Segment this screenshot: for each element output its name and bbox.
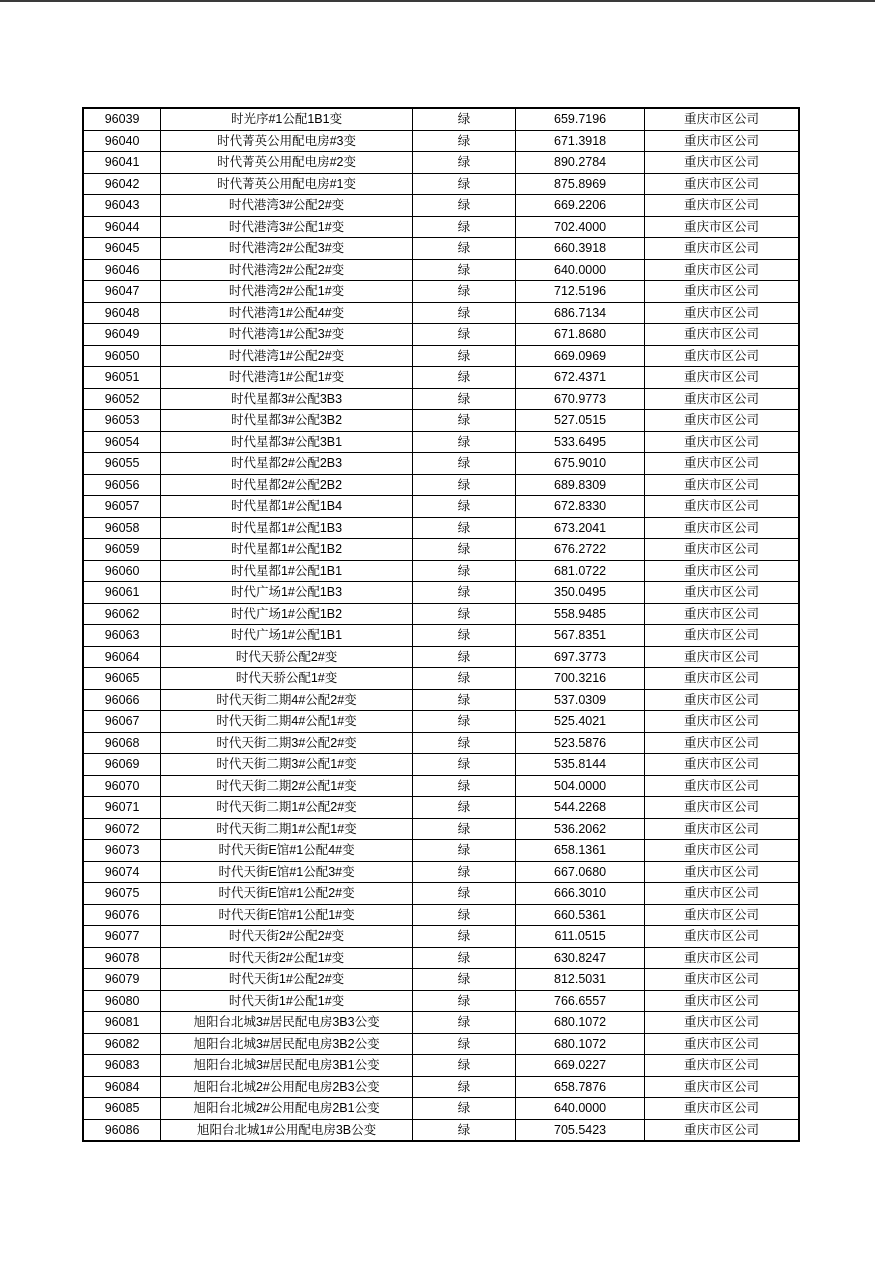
cell-name: 时代天街二期4#公配1#变 [161, 711, 413, 733]
cell-company: 重庆市区公司 [645, 173, 799, 195]
table-row [83, 152, 799, 174]
cell-id: 96074 [83, 861, 161, 883]
cell-company: 重庆市区公司 [645, 453, 799, 475]
cell-company: 重庆市区公司 [645, 431, 799, 453]
table-row [83, 173, 799, 195]
cell-id: 96049 [83, 324, 161, 346]
cell-id: 96070 [83, 775, 161, 797]
cell-value: 697.3773 [516, 646, 645, 668]
table-row [83, 711, 799, 733]
cell-id: 96069 [83, 754, 161, 776]
cell-value: 681.0722 [516, 560, 645, 582]
cell-company: 重庆市区公司 [645, 969, 799, 991]
cell-company: 重庆市区公司 [645, 130, 799, 152]
table-row [83, 130, 799, 152]
cell-value: 558.9485 [516, 603, 645, 625]
cell-company: 重庆市区公司 [645, 711, 799, 733]
table-row [83, 990, 799, 1012]
cell-name: 时代天街二期2#公配1#变 [161, 775, 413, 797]
cell-id: 96044 [83, 216, 161, 238]
cell-status: 绿 [412, 1098, 515, 1120]
cell-company: 重庆市区公司 [645, 517, 799, 539]
cell-name: 时代港湾1#公配4#变 [161, 302, 413, 324]
cell-name: 时代天街E馆#1公配3#变 [161, 861, 413, 883]
cell-name: 时代天街二期3#公配2#变 [161, 732, 413, 754]
table-row [83, 345, 799, 367]
table-row [83, 646, 799, 668]
table-row [83, 1033, 799, 1055]
cell-status: 绿 [412, 969, 515, 991]
cell-id: 96086 [83, 1119, 161, 1141]
cell-company: 重庆市区公司 [645, 281, 799, 303]
table-row [83, 754, 799, 776]
cell-value: 659.7196 [516, 108, 645, 130]
cell-value: 669.0227 [516, 1055, 645, 1077]
cell-status: 绿 [412, 410, 515, 432]
cell-name: 时代天街二期3#公配1#变 [161, 754, 413, 776]
cell-value: 890.2784 [516, 152, 645, 174]
cell-id: 96071 [83, 797, 161, 819]
cell-status: 绿 [412, 152, 515, 174]
cell-value: 700.3216 [516, 668, 645, 690]
cell-company: 重庆市区公司 [645, 883, 799, 905]
cell-id: 96066 [83, 689, 161, 711]
cell-status: 绿 [412, 130, 515, 152]
cell-company: 重庆市区公司 [645, 990, 799, 1012]
cell-id: 96079 [83, 969, 161, 991]
cell-status: 绿 [412, 367, 515, 389]
cell-company: 重庆市区公司 [645, 1055, 799, 1077]
cell-value: 680.1072 [516, 1033, 645, 1055]
cell-status: 绿 [412, 1119, 515, 1141]
cell-status: 绿 [412, 603, 515, 625]
scan-edge-top [0, 0, 875, 2]
cell-name: 时代港湾2#公配1#变 [161, 281, 413, 303]
cell-name: 时代天街E馆#1公配1#变 [161, 904, 413, 926]
cell-name: 时代菁英公用配电房#3变 [161, 130, 413, 152]
cell-company: 重庆市区公司 [645, 926, 799, 948]
table-row [83, 1012, 799, 1034]
cell-name: 时代星都2#公配2B2 [161, 474, 413, 496]
cell-company: 重庆市区公司 [645, 904, 799, 926]
table-row [83, 1119, 799, 1141]
cell-name: 时代星都3#公配3B2 [161, 410, 413, 432]
table-row [83, 216, 799, 238]
cell-id: 96055 [83, 453, 161, 475]
cell-name: 旭阳台北城3#居民配电房3B2公变 [161, 1033, 413, 1055]
cell-value: 686.7134 [516, 302, 645, 324]
cell-value: 670.9773 [516, 388, 645, 410]
table-row [83, 625, 799, 647]
cell-status: 绿 [412, 345, 515, 367]
cell-company: 重庆市区公司 [645, 689, 799, 711]
cell-status: 绿 [412, 388, 515, 410]
cell-name: 旭阳台北城1#公用配电房3B公变 [161, 1119, 413, 1141]
cell-id: 96073 [83, 840, 161, 862]
cell-status: 绿 [412, 904, 515, 926]
cell-value: 640.0000 [516, 1098, 645, 1120]
cell-status: 绿 [412, 926, 515, 948]
cell-id: 96052 [83, 388, 161, 410]
cell-value: 672.8330 [516, 496, 645, 518]
cell-company: 重庆市区公司 [645, 302, 799, 324]
cell-status: 绿 [412, 108, 515, 130]
cell-value: 535.8144 [516, 754, 645, 776]
cell-status: 绿 [412, 818, 515, 840]
cell-id: 96080 [83, 990, 161, 1012]
cell-name: 时代港湾1#公配3#变 [161, 324, 413, 346]
cell-name: 时代天骄公配2#变 [161, 646, 413, 668]
cell-value: 673.2041 [516, 517, 645, 539]
table-body [83, 108, 799, 1141]
cell-name: 时代天街1#公配2#变 [161, 969, 413, 991]
cell-status: 绿 [412, 496, 515, 518]
cell-name: 时代港湾2#公配2#变 [161, 259, 413, 281]
cell-id: 96047 [83, 281, 161, 303]
cell-name: 时代天街二期4#公配2#变 [161, 689, 413, 711]
cell-value: 611.0515 [516, 926, 645, 948]
cell-status: 绿 [412, 1033, 515, 1055]
table-row [83, 904, 799, 926]
cell-value: 537.0309 [516, 689, 645, 711]
cell-status: 绿 [412, 216, 515, 238]
cell-status: 绿 [412, 990, 515, 1012]
cell-value: 672.4371 [516, 367, 645, 389]
cell-status: 绿 [412, 797, 515, 819]
cell-status: 绿 [412, 754, 515, 776]
cell-id: 96043 [83, 195, 161, 217]
cell-id: 96085 [83, 1098, 161, 1120]
cell-id: 96060 [83, 560, 161, 582]
table-row [83, 582, 799, 604]
table-row [83, 861, 799, 883]
table-row [83, 281, 799, 303]
cell-company: 重庆市区公司 [645, 152, 799, 174]
cell-name: 时代天街E馆#1公配4#变 [161, 840, 413, 862]
table-row [83, 195, 799, 217]
cell-id: 96082 [83, 1033, 161, 1055]
cell-status: 绿 [412, 453, 515, 475]
cell-id: 96063 [83, 625, 161, 647]
cell-name: 时代天街2#公配2#变 [161, 926, 413, 948]
table-row [83, 947, 799, 969]
cell-value: 544.2268 [516, 797, 645, 819]
cell-status: 绿 [412, 238, 515, 260]
cell-value: 666.3010 [516, 883, 645, 905]
table-row [83, 668, 799, 690]
cell-id: 96056 [83, 474, 161, 496]
cell-name: 时代星都3#公配3B1 [161, 431, 413, 453]
cell-company: 重庆市区公司 [645, 754, 799, 776]
cell-status: 绿 [412, 259, 515, 281]
cell-value: 680.1072 [516, 1012, 645, 1034]
cell-company: 重庆市区公司 [645, 603, 799, 625]
cell-company: 重庆市区公司 [645, 216, 799, 238]
table-row [83, 108, 799, 130]
table-row [83, 1055, 799, 1077]
cell-status: 绿 [412, 625, 515, 647]
table-row [83, 496, 799, 518]
table-row [83, 431, 799, 453]
cell-id: 96042 [83, 173, 161, 195]
cell-value: 766.6557 [516, 990, 645, 1012]
table-row [83, 732, 799, 754]
cell-id: 96061 [83, 582, 161, 604]
cell-id: 96064 [83, 646, 161, 668]
cell-company: 重庆市区公司 [645, 560, 799, 582]
cell-id: 96076 [83, 904, 161, 926]
cell-id: 96057 [83, 496, 161, 518]
cell-status: 绿 [412, 539, 515, 561]
cell-status: 绿 [412, 711, 515, 733]
cell-company: 重庆市区公司 [645, 108, 799, 130]
cell-status: 绿 [412, 582, 515, 604]
table-row [83, 259, 799, 281]
cell-company: 重庆市区公司 [645, 1076, 799, 1098]
cell-name: 时代星都1#公配1B4 [161, 496, 413, 518]
cell-id: 96040 [83, 130, 161, 152]
table-row [83, 410, 799, 432]
cell-status: 绿 [412, 840, 515, 862]
cell-name: 时光序#1公配1B1变 [161, 108, 413, 130]
cell-value: 702.4000 [516, 216, 645, 238]
cell-company: 重庆市区公司 [645, 496, 799, 518]
cell-company: 重庆市区公司 [645, 367, 799, 389]
cell-status: 绿 [412, 668, 515, 690]
cell-status: 绿 [412, 732, 515, 754]
cell-status: 绿 [412, 431, 515, 453]
cell-name: 时代星都1#公配1B3 [161, 517, 413, 539]
cell-name: 旭阳台北城3#居民配电房3B1公变 [161, 1055, 413, 1077]
table-row [83, 818, 799, 840]
cell-name: 时代天街1#公配1#变 [161, 990, 413, 1012]
table-row [83, 1076, 799, 1098]
cell-id: 96084 [83, 1076, 161, 1098]
table-row [83, 453, 799, 475]
cell-id: 96046 [83, 259, 161, 281]
cell-id: 96058 [83, 517, 161, 539]
cell-company: 重庆市区公司 [645, 474, 799, 496]
cell-name: 时代星都3#公配3B3 [161, 388, 413, 410]
cell-id: 96062 [83, 603, 161, 625]
cell-status: 绿 [412, 883, 515, 905]
cell-company: 重庆市区公司 [645, 775, 799, 797]
table-row [83, 302, 799, 324]
cell-value: 875.8969 [516, 173, 645, 195]
cell-value: 667.0680 [516, 861, 645, 883]
cell-value: 658.7876 [516, 1076, 645, 1098]
cell-status: 绿 [412, 195, 515, 217]
cell-value: 350.0495 [516, 582, 645, 604]
cell-id: 96072 [83, 818, 161, 840]
cell-value: 536.2062 [516, 818, 645, 840]
cell-value: 640.0000 [516, 259, 645, 281]
cell-company: 重庆市区公司 [645, 388, 799, 410]
cell-company: 重庆市区公司 [645, 324, 799, 346]
cell-value: 671.3918 [516, 130, 645, 152]
cell-name: 时代港湾1#公配2#变 [161, 345, 413, 367]
cell-status: 绿 [412, 689, 515, 711]
cell-name: 时代港湾3#公配2#变 [161, 195, 413, 217]
cell-id: 96051 [83, 367, 161, 389]
cell-id: 96045 [83, 238, 161, 260]
table-row [83, 1098, 799, 1120]
cell-company: 重庆市区公司 [645, 345, 799, 367]
cell-id: 96081 [83, 1012, 161, 1034]
cell-name: 时代菁英公用配电房#2变 [161, 152, 413, 174]
cell-company: 重庆市区公司 [645, 797, 799, 819]
table-row [83, 883, 799, 905]
cell-id: 96078 [83, 947, 161, 969]
cell-id: 96048 [83, 302, 161, 324]
cell-value: 567.8351 [516, 625, 645, 647]
cell-status: 绿 [412, 1012, 515, 1034]
cell-name: 旭阳台北城2#公用配电房2B1公变 [161, 1098, 413, 1120]
cell-status: 绿 [412, 1055, 515, 1077]
cell-name: 时代港湾1#公配1#变 [161, 367, 413, 389]
cell-id: 96075 [83, 883, 161, 905]
cell-id: 96083 [83, 1055, 161, 1077]
table-row [83, 517, 799, 539]
cell-value: 705.5423 [516, 1119, 645, 1141]
cell-status: 绿 [412, 947, 515, 969]
cell-id: 96067 [83, 711, 161, 733]
cell-value: 533.6495 [516, 431, 645, 453]
cell-status: 绿 [412, 861, 515, 883]
cell-value: 527.0515 [516, 410, 645, 432]
cell-id: 96053 [83, 410, 161, 432]
table-row [83, 388, 799, 410]
cell-company: 重庆市区公司 [645, 582, 799, 604]
table-row [83, 969, 799, 991]
cell-value: 671.8680 [516, 324, 645, 346]
cell-value: 689.8309 [516, 474, 645, 496]
cell-company: 重庆市区公司 [645, 410, 799, 432]
cell-value: 630.8247 [516, 947, 645, 969]
cell-company: 重庆市区公司 [645, 195, 799, 217]
cell-id: 96068 [83, 732, 161, 754]
table-row [83, 603, 799, 625]
cell-status: 绿 [412, 173, 515, 195]
cell-company: 重庆市区公司 [645, 1098, 799, 1120]
cell-company: 重庆市区公司 [645, 1119, 799, 1141]
cell-company: 重庆市区公司 [645, 646, 799, 668]
cell-value: 675.9010 [516, 453, 645, 475]
cell-name: 时代广场1#公配1B3 [161, 582, 413, 604]
table-row [83, 539, 799, 561]
table-row [83, 238, 799, 260]
cell-value: 669.2206 [516, 195, 645, 217]
cell-value: 712.5196 [516, 281, 645, 303]
table-row [83, 324, 799, 346]
table-row [83, 689, 799, 711]
cell-value: 660.3918 [516, 238, 645, 260]
cell-value: 504.0000 [516, 775, 645, 797]
table-row [83, 797, 799, 819]
cell-id: 96039 [83, 108, 161, 130]
cell-name: 时代天骄公配1#变 [161, 668, 413, 690]
cell-company: 重庆市区公司 [645, 840, 799, 862]
table-row [83, 560, 799, 582]
cell-value: 523.5876 [516, 732, 645, 754]
cell-name: 旭阳台北城3#居民配电房3B3公变 [161, 1012, 413, 1034]
table-row [83, 474, 799, 496]
cell-id: 96059 [83, 539, 161, 561]
table-row [83, 926, 799, 948]
cell-status: 绿 [412, 281, 515, 303]
cell-value: 658.1361 [516, 840, 645, 862]
cell-id: 96077 [83, 926, 161, 948]
cell-id: 96050 [83, 345, 161, 367]
cell-name: 时代广场1#公配1B1 [161, 625, 413, 647]
cell-value: 676.2722 [516, 539, 645, 561]
cell-name: 时代天街2#公配1#变 [161, 947, 413, 969]
cell-value: 812.5031 [516, 969, 645, 991]
cell-name: 时代广场1#公配1B2 [161, 603, 413, 625]
cell-company: 重庆市区公司 [645, 732, 799, 754]
cell-name: 时代星都1#公配1B1 [161, 560, 413, 582]
cell-company: 重庆市区公司 [645, 259, 799, 281]
cell-company: 重庆市区公司 [645, 818, 799, 840]
cell-name: 时代港湾3#公配1#变 [161, 216, 413, 238]
cell-company: 重庆市区公司 [645, 668, 799, 690]
cell-name: 时代星都2#公配2B3 [161, 453, 413, 475]
cell-name: 时代天街二期1#公配2#变 [161, 797, 413, 819]
cell-company: 重庆市区公司 [645, 1012, 799, 1034]
cell-status: 绿 [412, 775, 515, 797]
cell-name: 时代港湾2#公配3#变 [161, 238, 413, 260]
cell-value: 525.4021 [516, 711, 645, 733]
table-row [83, 367, 799, 389]
cell-name: 时代星都1#公配1B2 [161, 539, 413, 561]
cell-value: 669.0969 [516, 345, 645, 367]
substation-table [82, 107, 800, 1142]
cell-company: 重庆市区公司 [645, 947, 799, 969]
cell-company: 重庆市区公司 [645, 625, 799, 647]
cell-status: 绿 [412, 560, 515, 582]
cell-id: 96041 [83, 152, 161, 174]
cell-name: 旭阳台北城2#公用配电房2B3公变 [161, 1076, 413, 1098]
table-row [83, 775, 799, 797]
cell-status: 绿 [412, 302, 515, 324]
cell-status: 绿 [412, 646, 515, 668]
table-row [83, 840, 799, 862]
cell-name: 时代菁英公用配电房#1变 [161, 173, 413, 195]
cell-status: 绿 [412, 1076, 515, 1098]
cell-id: 96065 [83, 668, 161, 690]
cell-name: 时代天街二期1#公配1#变 [161, 818, 413, 840]
cell-company: 重庆市区公司 [645, 861, 799, 883]
cell-company: 重庆市区公司 [645, 1033, 799, 1055]
cell-status: 绿 [412, 324, 515, 346]
cell-status: 绿 [412, 474, 515, 496]
cell-company: 重庆市区公司 [645, 539, 799, 561]
cell-id: 96054 [83, 431, 161, 453]
cell-status: 绿 [412, 517, 515, 539]
cell-value: 660.5361 [516, 904, 645, 926]
cell-company: 重庆市区公司 [645, 238, 799, 260]
cell-name: 时代天街E馆#1公配2#变 [161, 883, 413, 905]
